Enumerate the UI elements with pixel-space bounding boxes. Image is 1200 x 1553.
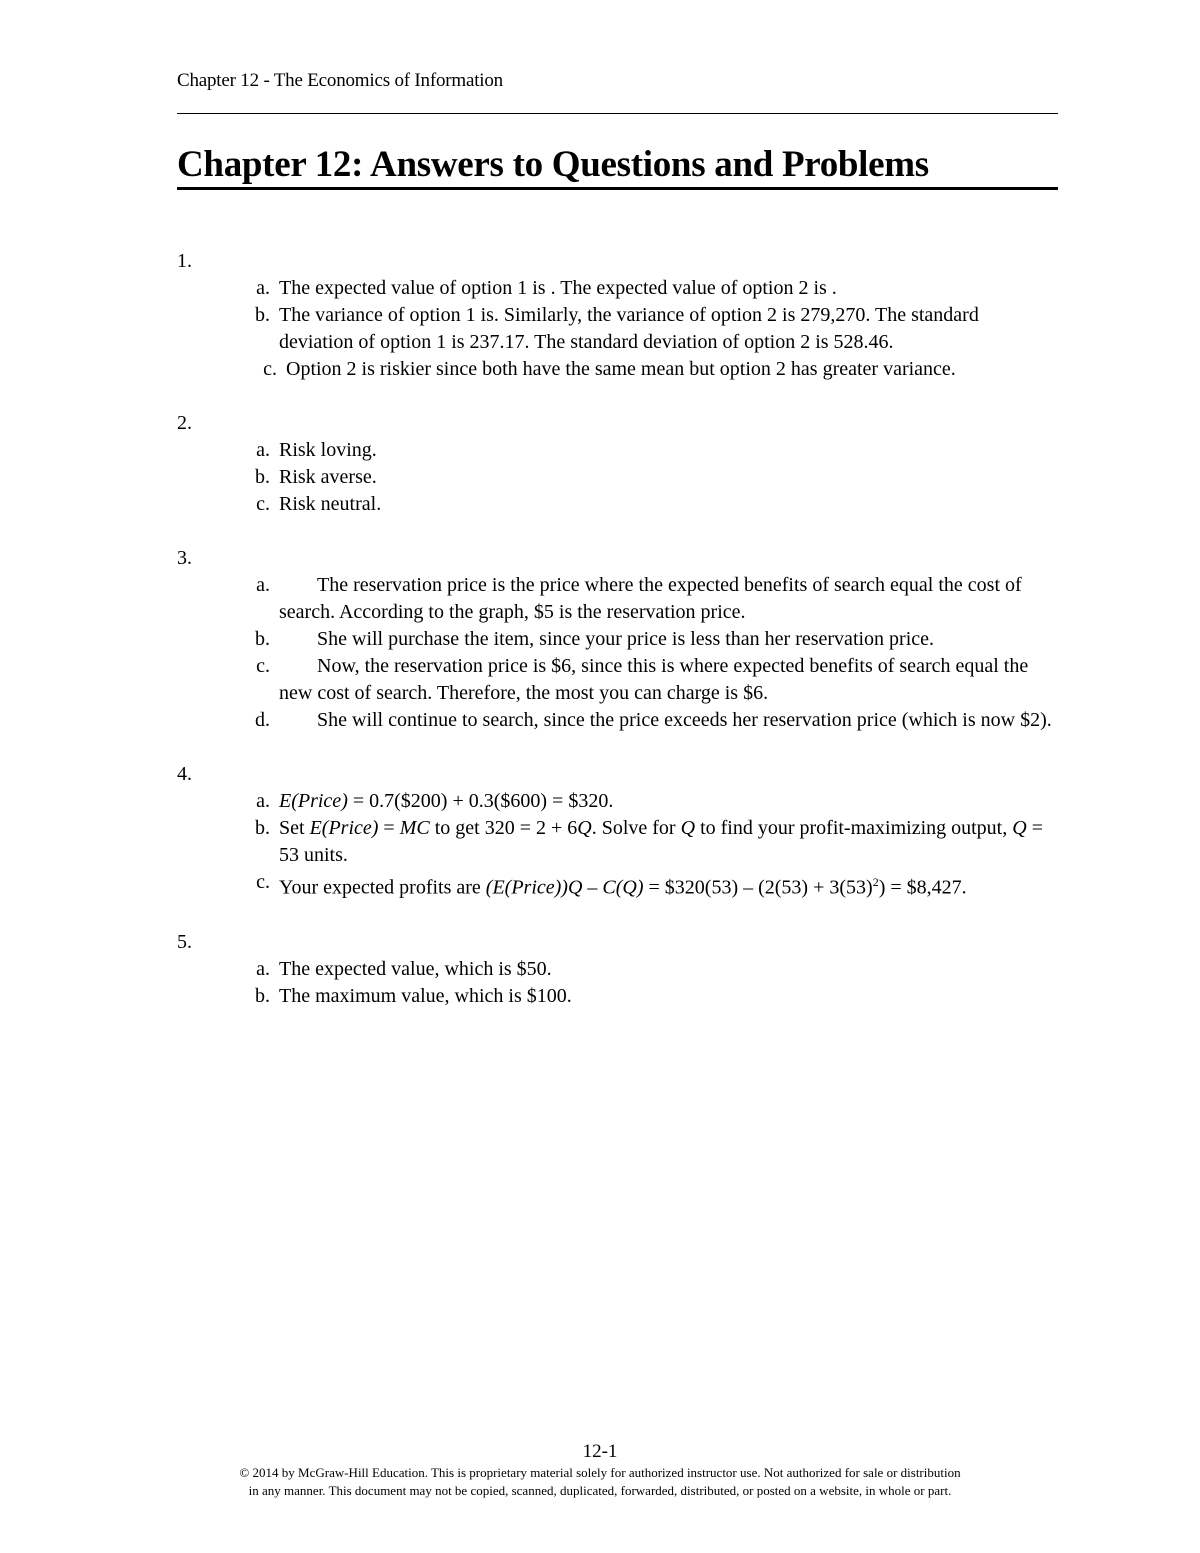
question-1 [177,248,1058,383]
answers-list [177,248,1058,1037]
part-text: She will purchase the item, since your price is less than her reservation price. [317,628,935,650]
part-letter: a. [256,439,270,461]
part-letter: b. [255,984,270,1007]
answer-part [177,491,1058,518]
part-letter: d. [255,709,270,731]
answer-part [177,626,1058,653]
answer-part [177,983,1058,1010]
page-footer [0,1440,1200,1500]
part-text: Risk averse. [279,466,377,488]
question-number: 2. [177,412,192,434]
question-3 [177,545,1058,734]
answer-part [177,464,1058,491]
answer-part [177,869,1058,902]
answer-part [177,815,1058,869]
answer-part [177,707,1058,734]
part-letter: a. [256,790,270,812]
part-text: The reservation price is the price where the expected benefits of search equal the cost of search. According to the graph, $5 is the reservation price. [279,574,1022,623]
question-2 [177,410,1058,518]
answer-part [177,956,1058,983]
part-text: Risk loving. [279,439,377,461]
part-text: Your expected profits are (E(Price))Q – C(Q) = $320(53) – $(2(53) + 3(53)^2)$ = $8,427. [279,875,967,899]
part-text: The maximum value, which is $100. [279,984,572,1007]
question-number: 4. [177,763,192,785]
question-number: 3. [177,547,192,569]
page-title: Chapter 12: Answers to Questions and Problems [177,144,929,185]
part-letter: c. [256,871,270,893]
answer-part [177,437,1058,464]
part-letter: b. [255,466,270,488]
answer-part [177,356,1058,383]
page-number: 12-1 [582,1441,618,1462]
part-text: The variance of option 1 is. Similarly, the variance of option 2 is 279,270. The standard deviation of option 1 is 237.17. The standard deviation of option 2 is 528.46. [279,304,979,353]
part-letter: a. [256,574,270,596]
part-letter: b. [255,628,270,650]
answer-part [177,275,1058,302]
answer-part [177,788,1058,815]
part-text: Option 2 is riskier since both have the same mean but option 2 has greater variance. [286,358,956,380]
copyright-line-2: in any manner. This document may not be copied, scanned, duplicated, forwarded, distributed, or posted on a website, in whole or part. [248,1483,952,1498]
title-rule [177,187,1058,190]
part-text: The expected value of option 1 is . The expected value of option 2 is . [279,277,837,299]
part-text: Risk neutral. [279,493,382,515]
part-text: E(Price) = 0.7($200) + 0.3($600) = $320. [279,790,614,812]
part-letter: c. [263,358,277,380]
answer-part [177,302,1058,356]
part-letter: c. [256,493,270,515]
part-letter: a. [256,957,270,980]
answer-part [177,572,1058,626]
part-text: She will continue to search, since the price exceeds her reservation price (which is now $2). [317,709,1052,731]
question-4 [177,761,1058,902]
part-letter: b. [255,817,270,839]
part-letter: c. [256,655,270,677]
question-number: 5. [177,930,192,953]
part-text: Now, the reservation price is $6, since this is where expected benefits of search equal the new cost of search. Therefore, the most you can charge is $6. [279,655,1029,704]
running-header: Chapter 12 - The Economics of Information [177,70,503,91]
copyright-line-1: © 2014 by McGraw-Hill Education. This is proprietary material solely for authorized instructor use. Not authorized for sale or distribution [239,1465,961,1480]
part-letter: a. [256,277,270,299]
question-5 [177,929,1058,1010]
answer-part [177,653,1058,707]
question-number: 1. [177,250,192,272]
part-text: The expected value, which is $50. [279,957,552,980]
header-rule [177,113,1058,114]
part-letter: b. [255,304,270,326]
part-text: Set E(Price) = MC to get 320 = 2 + 6Q. Solve for Q to find your profit-maximizing output, Q = 53 units. [279,817,1043,866]
